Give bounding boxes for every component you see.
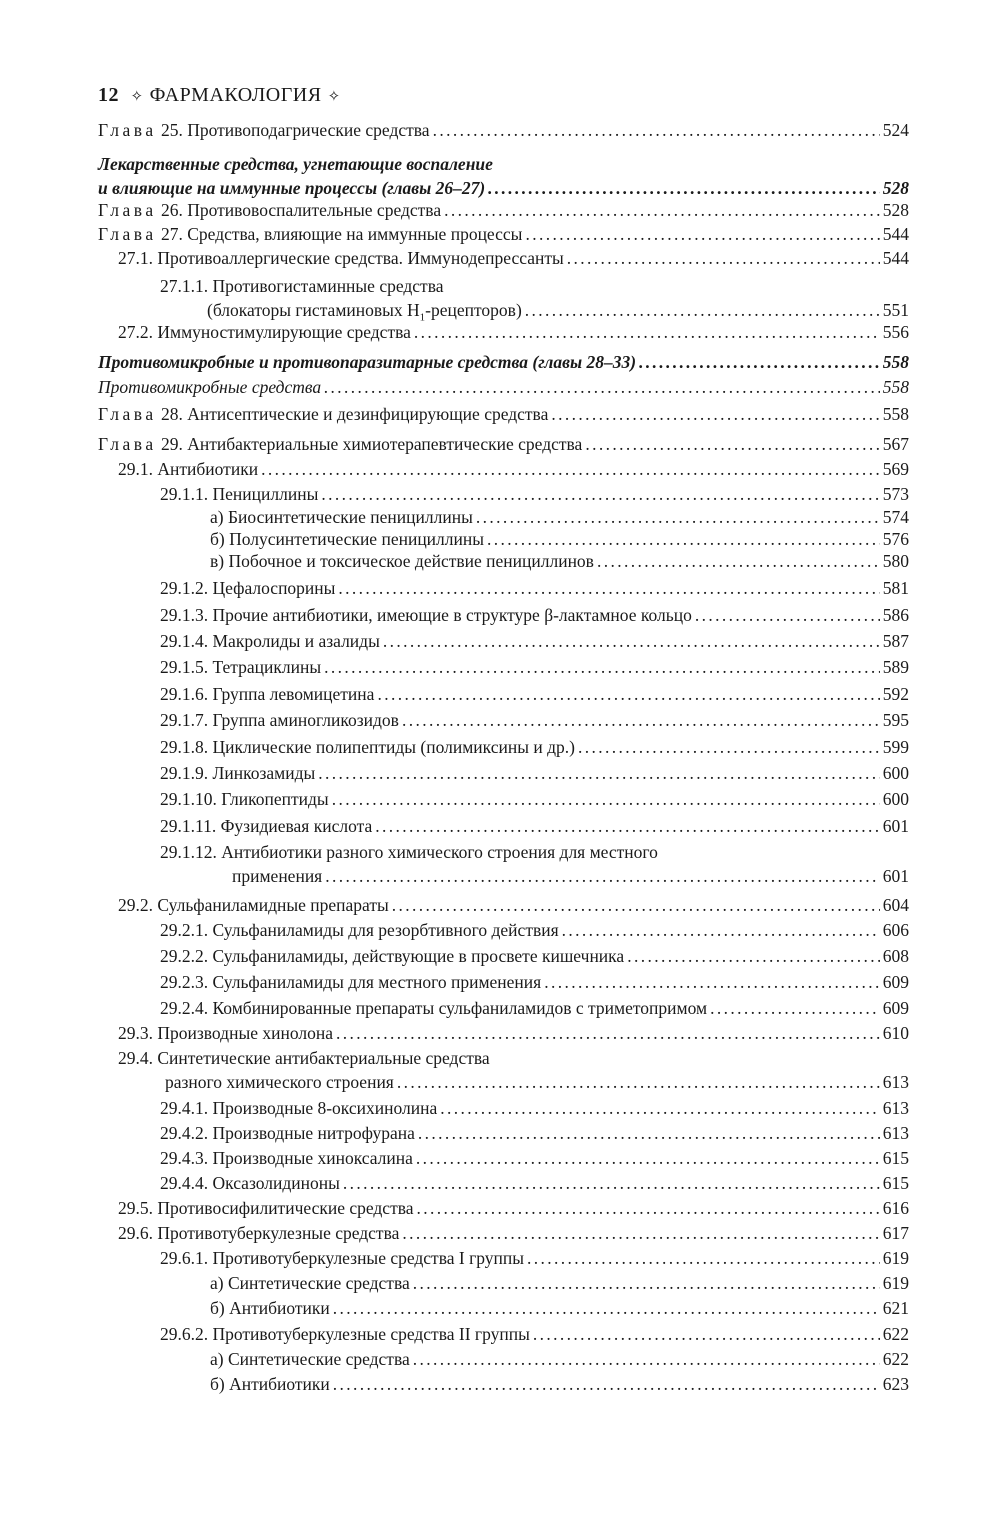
- toc-entry[interactable]: [0, 482, 1000, 506]
- toc-page-number: 595: [882, 710, 909, 730]
- toc-page-number: 601: [882, 866, 909, 886]
- toc-entry-text: б) Антибиотики: [210, 1298, 330, 1318]
- dot-leader: [525, 298, 880, 322]
- toc-entry-text: в) Побочное и токсическое действие пенициллинов: [210, 551, 594, 571]
- toc-page-number: 600: [882, 763, 909, 783]
- toc-page-number: 551: [882, 300, 909, 320]
- dot-leader: [488, 176, 880, 200]
- toc-page-number: 613: [882, 1123, 909, 1143]
- toc-entry-title: [160, 1096, 437, 1120]
- toc-page-number: 544: [882, 224, 909, 244]
- toc-entry-text: 29.1.8. Циклические полипептиды (полимиксины и др.): [160, 737, 575, 757]
- toc-page-number: 574: [882, 507, 909, 527]
- toc-entry-title: [160, 576, 335, 600]
- dot-leader: [325, 864, 880, 888]
- chapter-label: Глава: [98, 434, 157, 454]
- toc-entry-title: [118, 246, 564, 270]
- toc-page-number: 613: [882, 1072, 909, 1092]
- toc-entry-text: 29.1.9. Линкозамиды: [160, 763, 316, 783]
- toc-page-number: 604: [882, 895, 909, 915]
- dot-leader: [402, 1221, 879, 1245]
- toc-page-number: 586: [882, 605, 909, 625]
- toc-entry-title: [210, 1271, 410, 1295]
- dot-leader: [444, 198, 880, 222]
- dot-leader: [343, 1171, 880, 1195]
- toc-entry-text: (блокаторы гистаминовых $H_1-рецепторов$): [207, 300, 522, 324]
- dot-leader: [333, 1296, 880, 1320]
- toc-entry-title: [118, 1221, 399, 1245]
- toc-entry[interactable]: [0, 198, 1000, 222]
- dot-leader: [551, 402, 879, 426]
- toc-page-number: 619: [882, 1273, 909, 1293]
- toc-entry-title: [210, 1347, 410, 1371]
- toc-entry-title: [160, 682, 374, 706]
- toc-entry[interactable]: [0, 222, 1000, 246]
- dot-leader: [597, 549, 880, 573]
- dot-leader: [416, 1146, 880, 1170]
- toc-page-number: 569: [882, 459, 909, 479]
- toc-entry[interactable]: [0, 682, 1000, 706]
- toc-entry-text: б) Полусинтетические пенициллины: [210, 529, 485, 549]
- toc-entry-title: [160, 603, 692, 627]
- toc-entry[interactable]: [0, 1246, 1000, 1270]
- toc-entry[interactable]: [0, 918, 1000, 942]
- ornament-icon: ✧: [130, 89, 144, 105]
- toc-page-number: 558: [882, 377, 909, 397]
- toc-entry[interactable]: [0, 814, 1000, 838]
- toc-entry-text: 29.3. Производные хинолона: [118, 1023, 333, 1043]
- toc-entry-title: [98, 176, 485, 200]
- chapter-label: Глава: [98, 224, 157, 244]
- toc-entry[interactable]: [0, 708, 1000, 732]
- toc-entry-title: [160, 761, 315, 785]
- dot-leader: [397, 1070, 880, 1094]
- toc-entry[interactable]: [0, 735, 1000, 759]
- toc-page-number: 556: [882, 322, 909, 342]
- toc-page-number: 621: [882, 1298, 909, 1318]
- toc-entry-text: 29.2.1. Сульфаниламиды для резорбтивного действия: [160, 920, 559, 940]
- toc-entry-title-line: 29.1.12. Антибиотики разного химического строения для местного: [160, 842, 658, 862]
- dot-leader: [567, 246, 880, 270]
- dot-leader: [321, 482, 879, 506]
- dot-leader: [324, 655, 880, 679]
- toc-entry[interactable]: [0, 402, 1000, 426]
- toc-entry[interactable]: [0, 1121, 1000, 1145]
- toc-entry-text: разного химического строения: [165, 1072, 394, 1092]
- toc-entry-text: 29.1.7. Группа аминогликозидов: [160, 710, 399, 730]
- toc-entry[interactable]: [0, 320, 1000, 344]
- toc-entry-title-line: 27.1.1. Противогистаминные средства: [160, 276, 444, 296]
- toc-entry-text: 28. Антисептические и дезинфицирующие средства: [160, 404, 549, 424]
- toc-page-number: 616: [882, 1198, 909, 1218]
- toc-entry-text: 29.6.2. Противотуберкулезные средства II группы: [160, 1324, 530, 1344]
- toc-entry-text: 29.6.1. Противотуберкулезные средства I группы: [160, 1248, 525, 1268]
- toc-entry-text: Противомикробные и противопаразитарные средства (главы 28–33): [98, 352, 637, 372]
- toc-page-number: 601: [882, 816, 909, 836]
- toc-entry-title: [118, 320, 411, 344]
- toc-entry-title: [118, 457, 258, 481]
- toc-entry-text: 29.1.10. Гликопептиды: [160, 789, 329, 809]
- toc-entry-text: 29.1.2. Цефалоспорины: [160, 578, 336, 598]
- chapter-label: Глава: [98, 200, 157, 220]
- dot-leader: [383, 629, 880, 653]
- toc-entry-title: [160, 814, 372, 838]
- dot-leader: [375, 814, 880, 838]
- toc-entry[interactable]: [0, 274, 1000, 322]
- toc-entry-text: 29.1.6. Группа левомицетина: [160, 684, 375, 704]
- toc-page-number: 615: [882, 1173, 909, 1193]
- toc-entry[interactable]: [0, 1271, 1000, 1295]
- toc-entry[interactable]: [0, 1347, 1000, 1371]
- dot-leader: [332, 787, 880, 811]
- toc-entry-title: [160, 787, 329, 811]
- toc-page-number: 599: [882, 737, 909, 757]
- dot-leader: [414, 320, 880, 344]
- toc-entry[interactable]: [0, 893, 1000, 917]
- toc-entry[interactable]: [0, 1296, 1000, 1320]
- dot-leader: [695, 603, 880, 627]
- toc-entry[interactable]: [0, 1096, 1000, 1120]
- toc-entry-title: [160, 708, 399, 732]
- toc-entry-title: [160, 996, 707, 1020]
- dot-leader: [413, 1271, 880, 1295]
- dot-leader: [440, 1096, 880, 1120]
- toc-entry[interactable]: [0, 629, 1000, 653]
- toc-page-number: 615: [882, 1148, 909, 1168]
- toc-entry[interactable]: [0, 944, 1000, 968]
- dot-leader: [413, 1347, 880, 1371]
- toc-page-number: 524: [882, 120, 909, 140]
- toc-page-number: 558: [882, 352, 909, 372]
- toc-entry-text: и влияющие на иммунные процессы (главы 26–27): [98, 178, 486, 198]
- toc-entry-title: [210, 1296, 330, 1320]
- toc-entry-title: [98, 350, 636, 374]
- toc-entry-title: [160, 918, 559, 942]
- toc-page-number: 623: [882, 1374, 909, 1394]
- toc-entry-title: [210, 549, 594, 573]
- toc-entry-title: [232, 864, 322, 888]
- toc-entry-text: 29.2. Сульфаниламидные препараты: [118, 895, 389, 915]
- toc-page-number: 613: [882, 1098, 909, 1118]
- dot-leader: [324, 375, 880, 399]
- toc-entry-text: 29.2.2. Сульфаниламиды, действующие в просвете кишечника: [160, 946, 625, 966]
- toc-entry[interactable]: [0, 505, 1000, 529]
- toc-entry-title: [160, 1171, 340, 1195]
- toc-entry[interactable]: [0, 152, 1000, 200]
- chapter-label: Глава: [98, 404, 157, 424]
- toc-entry-text: 29. Антибактериальные химиотерапевтические средства: [160, 434, 583, 454]
- toc-entry[interactable]: [0, 603, 1000, 627]
- toc-entry-text: 29.1.1. Пенициллины: [160, 484, 319, 504]
- dot-leader: [627, 944, 880, 968]
- toc-entry-title: [98, 198, 441, 222]
- toc-entry[interactable]: [0, 432, 1000, 456]
- toc-page-number: 592: [882, 684, 909, 704]
- dot-leader: [533, 1322, 880, 1346]
- toc-page-number: 610: [882, 1023, 909, 1043]
- toc-page-number: 600: [882, 789, 909, 809]
- toc-entry[interactable]: [0, 527, 1000, 551]
- toc-entry-title: [160, 1322, 530, 1346]
- dot-leader: [578, 735, 880, 759]
- toc-entry-text: 29.4.4. Оксазолидиноны: [160, 1173, 340, 1193]
- toc-page-number: 606: [882, 920, 909, 940]
- toc-entry-title: [160, 1121, 415, 1145]
- toc-entry[interactable]: [0, 1146, 1000, 1170]
- toc-entry-text: 29.4.3. Производные хиноксалина: [160, 1148, 413, 1168]
- toc-page-number: 580: [882, 551, 909, 571]
- toc-page-number: 528: [882, 178, 909, 198]
- toc-page-number: 622: [882, 1349, 909, 1369]
- dot-leader: [333, 1372, 880, 1396]
- toc-page-number: 622: [882, 1324, 909, 1344]
- toc-entry[interactable]: [0, 1221, 1000, 1245]
- toc-entry-title: [160, 629, 380, 653]
- running-title: ФАРМАКОЛОГИЯ: [149, 84, 322, 106]
- toc-entry-title: [160, 944, 624, 968]
- toc-entry-text: б) Антибиотики: [210, 1374, 330, 1394]
- toc-page-number: 609: [882, 972, 909, 992]
- toc-entry[interactable]: [0, 761, 1000, 785]
- toc-entry-title: [118, 1021, 333, 1045]
- toc-entry[interactable]: [0, 840, 1000, 888]
- dot-leader: [261, 457, 880, 481]
- toc-entry[interactable]: [0, 996, 1000, 1020]
- toc-entry-title: [210, 1372, 330, 1396]
- toc-page-number: 608: [882, 946, 909, 966]
- toc-entry[interactable]: [0, 1171, 1000, 1195]
- toc-entry-title: [160, 1146, 413, 1170]
- toc-entry[interactable]: [0, 1196, 1000, 1220]
- toc-entry-title: [98, 222, 522, 246]
- toc-page-number: 619: [882, 1248, 909, 1268]
- toc-entry-title: [118, 1196, 414, 1220]
- toc-entry-text: 29.1.11. Фузидиевая кислота: [160, 816, 373, 836]
- toc-entry-text: 29.5. Противосифилитические средства: [118, 1198, 414, 1218]
- toc-entry[interactable]: [0, 350, 1000, 374]
- toc-page-number: 567: [882, 434, 909, 454]
- dot-leader: [418, 1121, 880, 1145]
- toc-entry-text: 27.2. Иммуностимулирующие средства: [118, 322, 411, 342]
- toc-entry[interactable]: [0, 1322, 1000, 1346]
- toc-entry-text: 29.2.3. Сульфаниламиды для местного применения: [160, 972, 542, 992]
- toc-entry-title: [98, 118, 430, 142]
- toc-entry-text: Противомикробные средства: [98, 377, 322, 397]
- dot-leader: [487, 527, 880, 551]
- dot-leader: [585, 432, 879, 456]
- toc-entry[interactable]: [0, 246, 1000, 270]
- toc-entry-text: 29.2.4. Комбинированные препараты сульфаниламидов с триметопримом: [160, 998, 708, 1018]
- toc-entry-title: [160, 655, 321, 679]
- toc-entry-title: [98, 375, 321, 399]
- dot-leader: [525, 222, 879, 246]
- toc-page-number: 528: [882, 200, 909, 220]
- toc-entry-title: [160, 1246, 524, 1270]
- toc-entry[interactable]: [0, 457, 1000, 481]
- toc-entry-title: [165, 1070, 394, 1094]
- toc-entry-text: а) Синтетические средства: [210, 1273, 410, 1293]
- toc-entry[interactable]: [0, 576, 1000, 600]
- toc-entry-text: применения: [232, 866, 323, 886]
- toc-page-number: 587: [882, 631, 909, 651]
- toc-page-number: 581: [882, 578, 909, 598]
- toc-entry[interactable]: [0, 375, 1000, 399]
- toc-entry-title: [98, 402, 548, 426]
- toc-page-number: 544: [882, 248, 909, 268]
- toc-page-number: 576: [882, 529, 909, 549]
- toc-entry-title: [98, 432, 582, 456]
- toc-entry-text: 29.1.3. Прочие антибиотики, имеющие в структуре β-лактамное кольцо: [160, 605, 692, 625]
- dot-leader: [562, 918, 880, 942]
- toc-entry-title-line: 29.4. Синтетические антибактериальные средства: [118, 1048, 490, 1068]
- toc-entry-text: 29.1.4. Макролиды и азалиды: [160, 631, 380, 651]
- toc-entry-text: 26. Противовоспалительные средства: [160, 200, 442, 220]
- toc-entry-title: [160, 735, 575, 759]
- dot-leader: [318, 761, 880, 785]
- toc-entry-text: 29.4.2. Производные нитрофурана: [160, 1123, 415, 1143]
- toc-page-number: 558: [882, 404, 909, 424]
- dot-leader: [417, 1196, 880, 1220]
- toc-entry-title: [210, 505, 473, 529]
- toc-entry-text: 27. Средства, влияющие на иммунные процессы: [160, 224, 523, 244]
- toc-entry[interactable]: [0, 1046, 1000, 1094]
- toc-page-number: 617: [882, 1223, 909, 1243]
- toc-entry-text: 29.4.1. Производные 8-оксихинолина: [160, 1098, 438, 1118]
- toc-entry[interactable]: [0, 118, 1000, 142]
- dot-leader: [392, 893, 880, 917]
- dot-leader: [710, 996, 880, 1020]
- toc-entry-title: [210, 527, 484, 551]
- toc-entry-text: 29.6. Противотуберкулезные средства: [118, 1223, 400, 1243]
- dot-leader: [338, 576, 879, 600]
- toc-entry-text: 29.1. Антибиотики: [118, 459, 259, 479]
- dot-leader: [377, 682, 879, 706]
- toc-page-number: 609: [882, 998, 909, 1018]
- chapter-label: Глава: [98, 120, 157, 140]
- toc-entry[interactable]: [0, 1372, 1000, 1396]
- dot-leader: [544, 970, 880, 994]
- page-number: 12: [98, 84, 119, 106]
- dot-leader: [476, 505, 880, 529]
- dot-leader: [402, 708, 880, 732]
- dot-leader: [433, 118, 880, 142]
- toc-entry[interactable]: [0, 655, 1000, 679]
- toc-entry[interactable]: [0, 1021, 1000, 1045]
- toc-entry-text: 29.1.5. Тетрациклины: [160, 657, 322, 677]
- toc-entry-text: а) Синтетические средства: [210, 1349, 410, 1369]
- toc-entry-title-line: Лекарственные средства, угнетающие воспаление: [98, 154, 493, 174]
- dot-leader: [527, 1246, 880, 1270]
- toc-entry[interactable]: [0, 549, 1000, 573]
- dot-leader: [639, 350, 880, 374]
- ornament-icon: ✧: [327, 89, 341, 105]
- toc-entry-text: 27.1. Противоаллергические средства. Иммунодепрессанты: [118, 248, 564, 268]
- toc-page-number: 573: [882, 484, 909, 504]
- toc-entry-text: а) Биосинтетические пенициллины: [210, 507, 473, 527]
- toc-entry[interactable]: [0, 787, 1000, 811]
- toc-entry-title: [160, 970, 541, 994]
- toc-entry-title: [118, 893, 389, 917]
- toc-entry-title: [160, 482, 318, 506]
- toc-entry-text: 25. Противоподагрические средства: [160, 120, 430, 140]
- toc-page-number: 589: [882, 657, 909, 677]
- dot-leader: [336, 1021, 880, 1045]
- toc-entry[interactable]: [0, 970, 1000, 994]
